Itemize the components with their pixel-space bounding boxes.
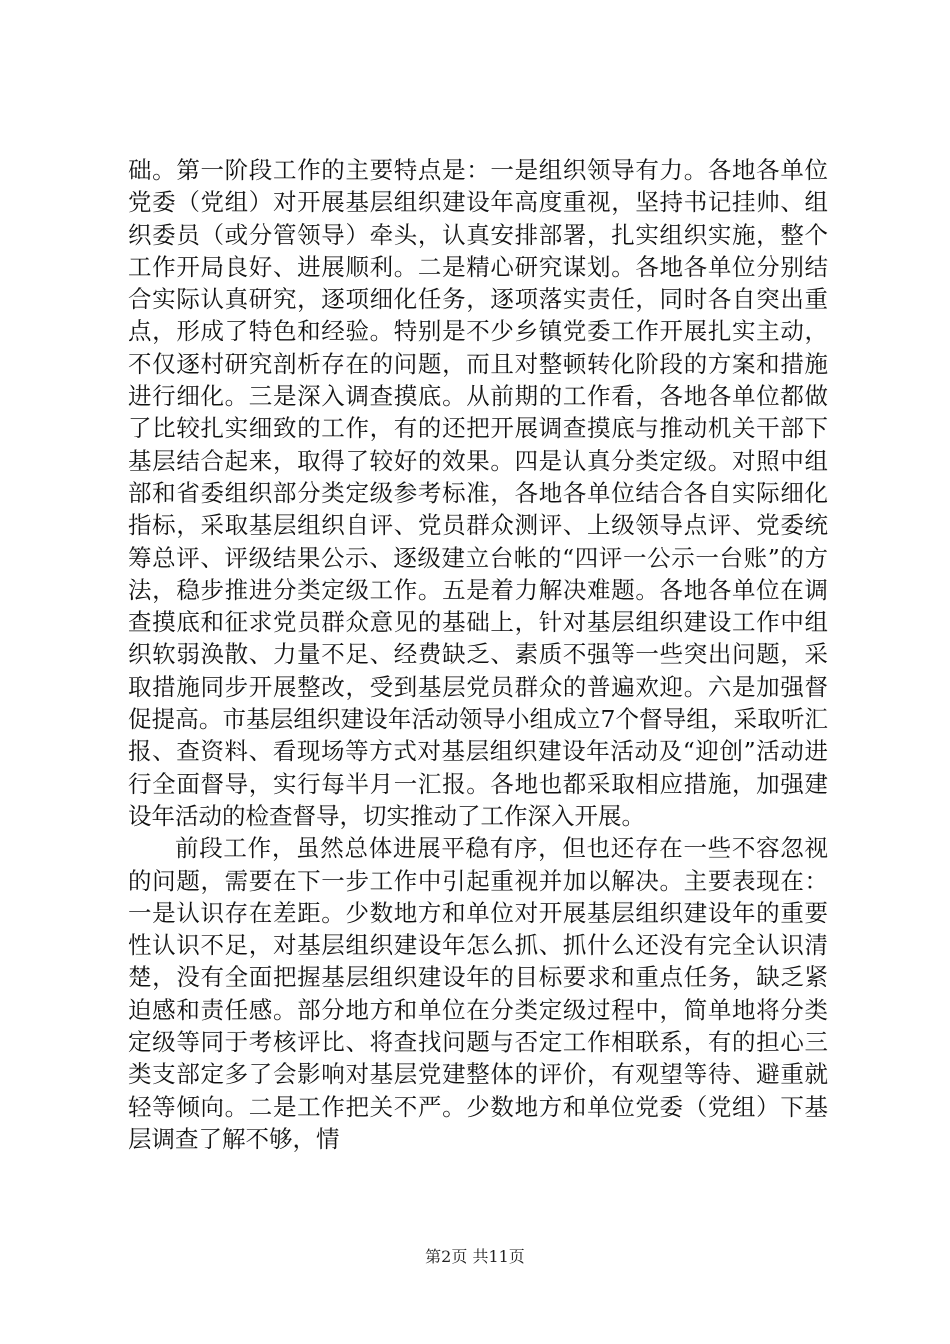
paragraph-2: 前段工作，虽然总体进展平稳有序，但也还存在一些不容忽视的问题，需要在下一步工作中引起重视并加以解决。主要表现在：一是认识存在差距。少数地方和单位对开展基层组织建设年的重要性认识不足，对基层组织建设年怎么抓、抓什么还没有完全认识清楚，没有全面把握基层组织建设年的目标要求和重点任务，缺乏紧迫感和责任感。部分地方和单位在分类定级过程中，简单地将分类定级等同于考核评比、将查找问题与否定工作相联系，有的担心三类支部定多了会影响对基层党建整体的评价，有观望等待、避重就轻等倾向。二是工作把关不严。少数地方和单位党委（党组）下基层调查了解不够，情 (128, 834, 828, 1153)
document-body (128, 154, 828, 1155)
paragraph-1: 础。第一阶段工作的主要特点是：一是组织领导有力。各地各单位党委（党组）对开展基层组织建设年高度重视，坚持书记挂帅、组织委员（或分管领导）牵头，认真安排部署，扎实组织实施，整个工作开局良好、进展顺利。二是精心研究谋划。各地各单位分别结合实际认真研究，逐项细化任务，逐项落实责任，同时各自突出重点，形成了特色和经验。特别是不少乡镇党委工作开展扎实主动，不仅逐村研究剖析存在的问题，而且对整顿转化阶段的方案和措施进行细化。三是深入调查摸底。从前期的工作看，各地各单位都做了比较扎实细致的工作，有的还把开展调查摸底与推动机关干部下基层结合起来，取得了较好的效果。四是认真分类定级。对照中组部和省委组织部分类定级参考标准，各地各单位结合各自实际细化指标，采取基层组织自评、党员群众测评、上级领导点评、党委统筹总评、评级结果公示、逐级建立台帐的“四评一公示一台账”的方法，稳步推进分类定级工作。五是着力解决难题。各地各单位在调查摸底和征求党员群众意见的基础上，针对基层组织建设工作中组织软弱涣散、力量不足、经费缺乏、素质不强等一些突出问题，采取措施同步开展整改，受到基层党员群众的普遍欢迎。六是加强督促提高。市基层组织建设年活动领导小组成立7个督导组，采取听汇报、查资料、看现场等方式对基层组织建设年活动及“迎创”活动进行全面督导，实行每半月一汇报。各地也都采取相应措施，加强建设年活动的检查督导，切实推动了工作深入开展。 (128, 156, 828, 830)
page-number-footer: 第2页 共11页 (425, 1247, 525, 1266)
